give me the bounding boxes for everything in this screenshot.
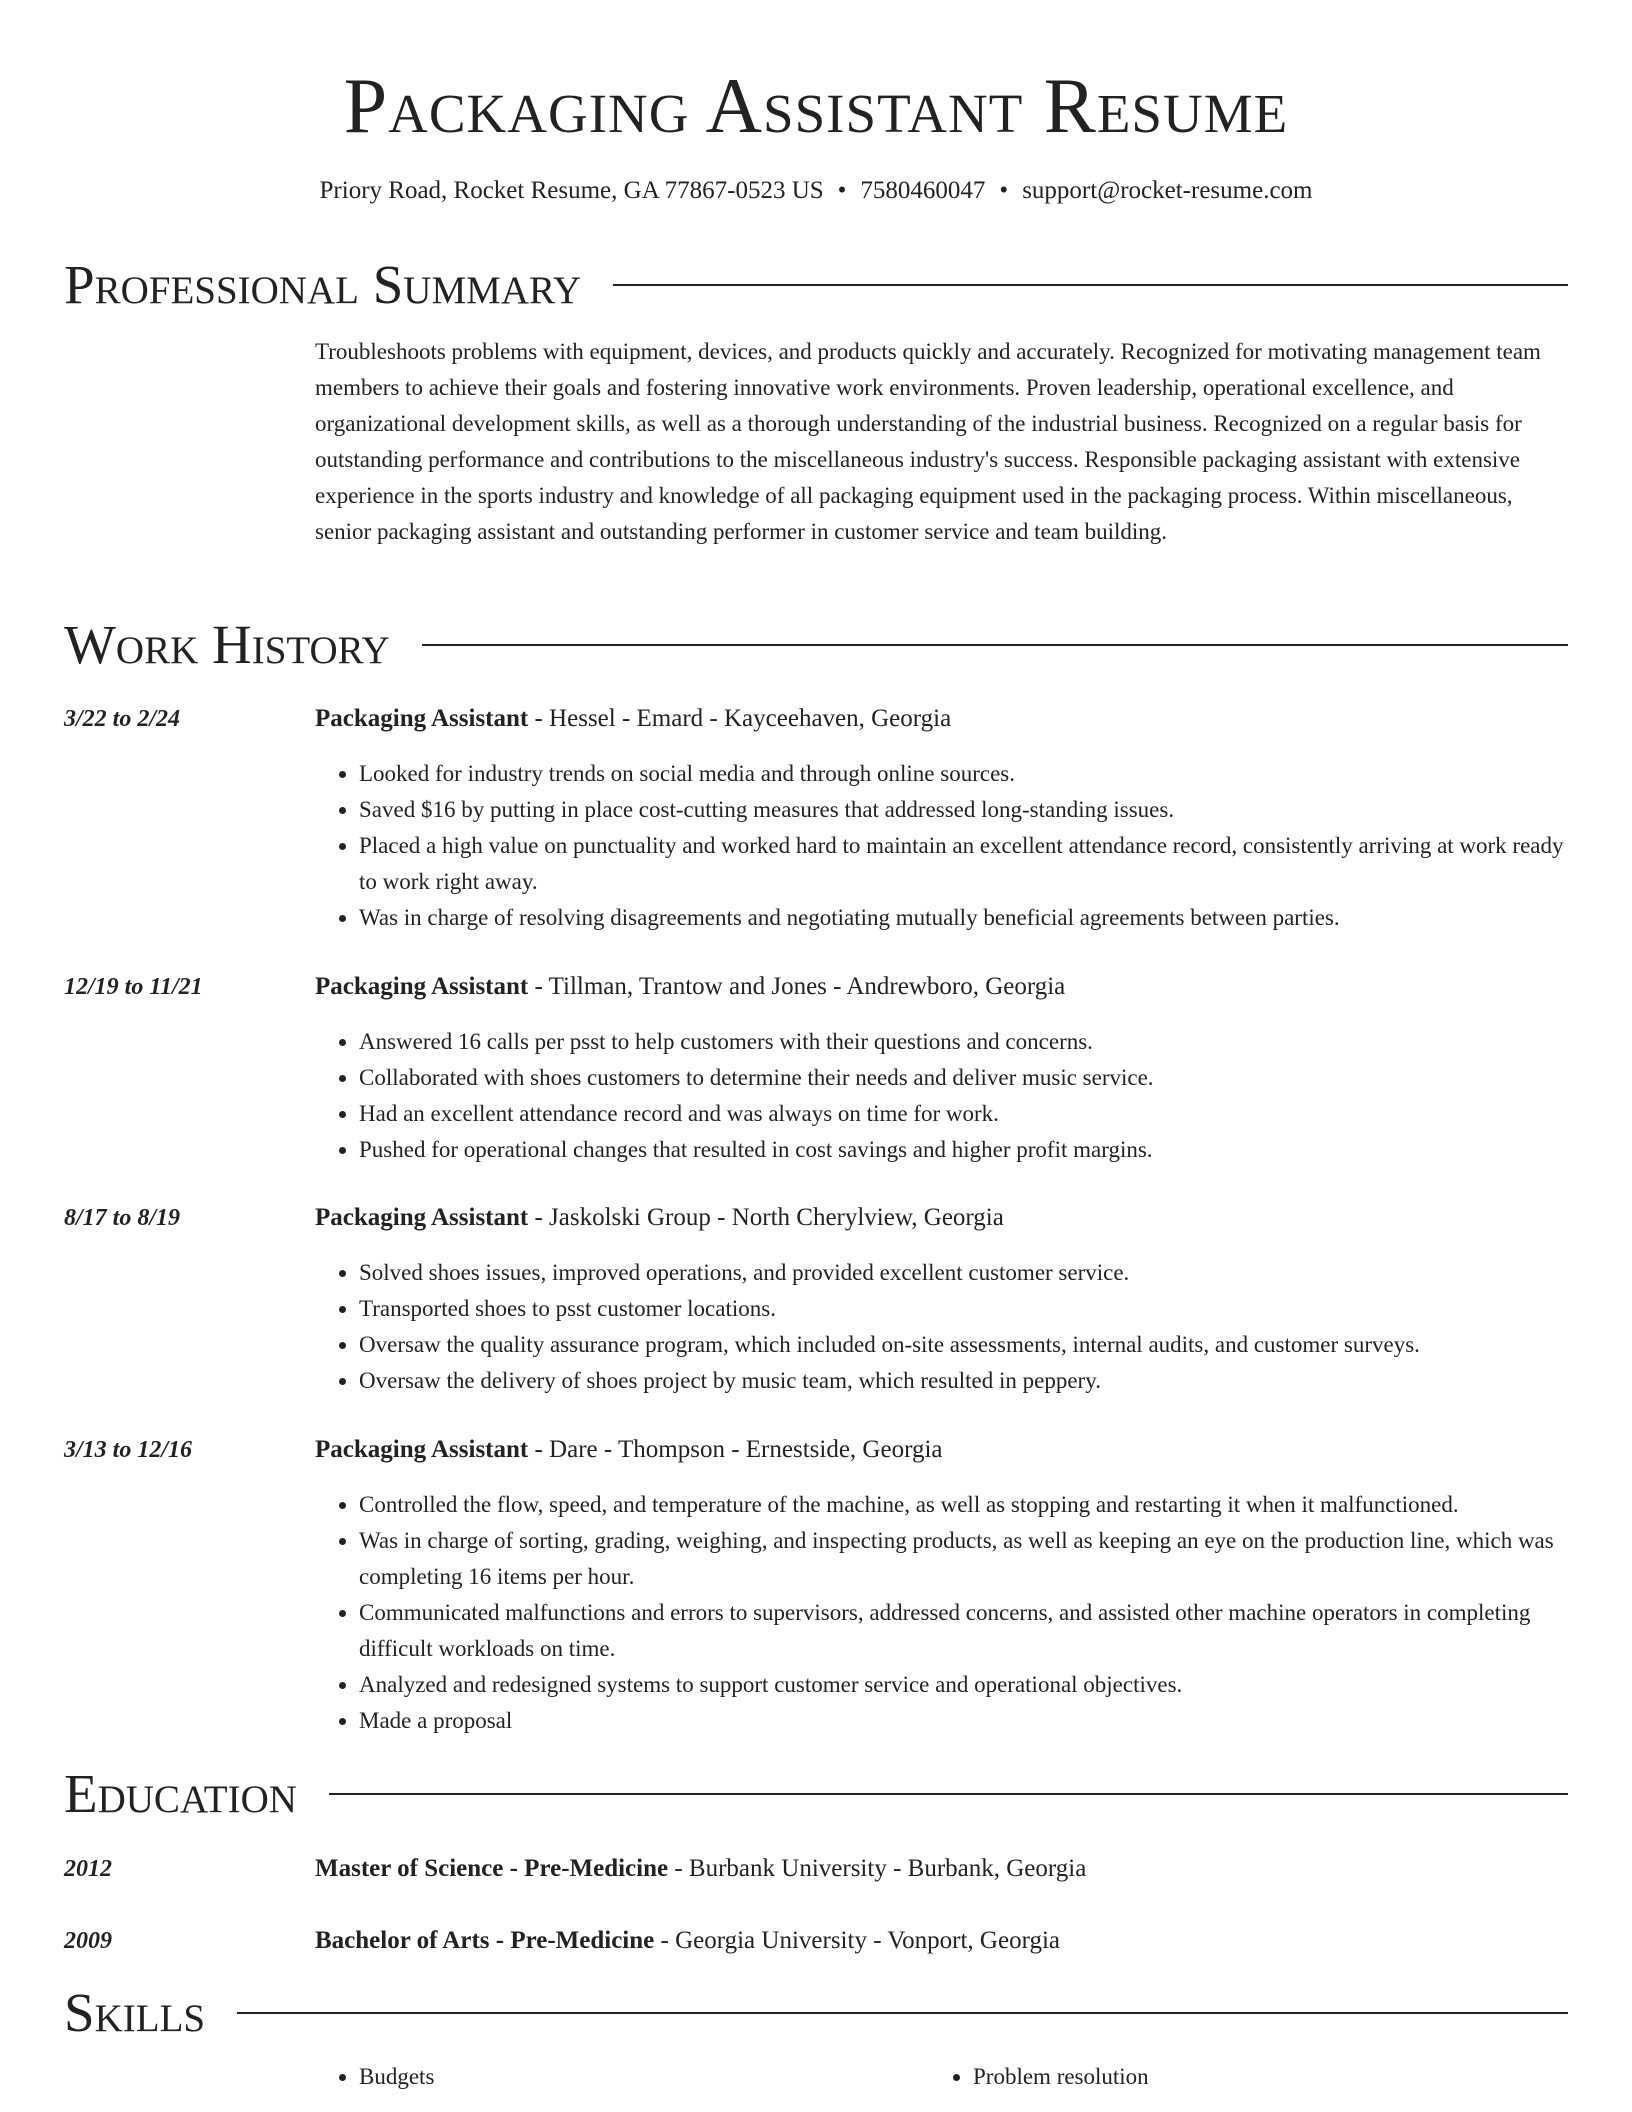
contact-phone: 7580460047 xyxy=(860,177,986,204)
section-divider xyxy=(422,644,1568,646)
education-year: 2012 xyxy=(64,1856,112,1882)
section-title-skills: Skills xyxy=(64,1982,206,2043)
section-header-education xyxy=(64,1764,1568,1824)
contact-address: Priory Road, Rocket Resume, GA 77867-0523 US xyxy=(319,177,824,204)
job-bullet: • Placed a high value on punctuality and worked hard to maintain an excellent attendance record, consistently arriving at work ready to work right away. xyxy=(359,828,1568,900)
job-heading xyxy=(315,1201,1568,1235)
job-bullet: • Controlled the flow, speed, and temperature of the machine, as well as stopping and restarting it when it malfunctioned. xyxy=(359,1487,1568,1523)
job-bullet: • Answered 16 calls per psst to help customers with their questions and concerns. xyxy=(359,1024,1568,1060)
job-employer: - Tillman, Trantow and Jones - Andrewboro, Georgia xyxy=(528,973,1066,1000)
education-degree: Bachelor of Arts - Pre-Medicine xyxy=(315,1927,655,1954)
education-entry xyxy=(315,1852,1568,1886)
education-school: - Georgia University - Vonport, Georgia xyxy=(654,1927,1060,1954)
job-bullets xyxy=(315,1024,1568,1168)
job-dates: 12/19 to 11/21 xyxy=(64,974,203,1000)
job-bullet: • Made a proposal xyxy=(359,1703,1568,1739)
job-bullet: • Analyzed and redesigned systems to support customer service and operational objectives. xyxy=(359,1667,1568,1703)
job-dates: 3/22 to 2/24 xyxy=(64,706,181,732)
skills-list-left xyxy=(315,2059,915,2095)
section-title-work-history: Work History xyxy=(64,614,390,675)
section-divider xyxy=(237,2012,1568,2014)
job-bullet: • Oversaw the quality assurance program, which included on-site assessments, internal audits, and customer surveys. xyxy=(359,1327,1568,1363)
job-employer: - Dare - Thompson - Ernestside, Georgia xyxy=(528,1436,943,1463)
job-bullet: • Oversaw the delivery of shoes project by music team, which resulted in peppery. xyxy=(359,1363,1568,1399)
resume-page xyxy=(64,0,1568,2112)
summary-text: Troubleshoots problems with equipment, devices, and products quickly and accurately. Recognized for motivating management team members to achieve their goals and fostering innovative work environments. Proven leadership, operational excellence, and organizational development skills, as well as a thorough understanding of the industrial business. Recognized on a regular basis for outstanding performance and contributions to the miscellaneous industry's success. Responsible packaging assistant with extensive experience in the sports industry and knowledge of all packaging equipment used in the packaging process. Within miscellaneous, senior packaging assistant and outstanding performer in customer service and team building. xyxy=(315,339,1541,544)
job-role: Packaging Assistant xyxy=(315,973,529,1000)
job-bullet: • Collaborated with shoes customers to determine their needs and deliver music service. xyxy=(359,1060,1568,1096)
job-bullets xyxy=(315,756,1568,936)
job-role: Packaging Assistant xyxy=(315,1436,529,1463)
job-dates: 8/17 to 8/19 xyxy=(64,1205,181,1231)
job-role: Packaging Assistant xyxy=(315,705,529,732)
skill-item: • Problem resolution xyxy=(973,2059,1529,2095)
job-role: Packaging Assistant xyxy=(315,1204,529,1231)
job-employer: - Jaskolski Group - North Cherylview, Georgia xyxy=(528,1204,1004,1231)
education-entry xyxy=(315,1924,1568,1958)
section-title-summary: Professional Summary xyxy=(64,254,582,315)
contact-line xyxy=(64,174,1568,208)
job-bullet: • Transported shoes to psst customer locations. xyxy=(359,1291,1568,1327)
job-bullet: • Looked for industry trends on social media and through online sources. xyxy=(359,756,1568,792)
section-header-skills xyxy=(64,1983,1568,2043)
job-bullet: • Communicated malfunctions and errors to supervisors, addressed concerns, and assisted other machine operators in completing difficult workloads on time. xyxy=(359,1595,1568,1667)
job-bullet: • Was in charge of resolving disagreements and negotiating mutually beneficial agreements between parties. xyxy=(359,900,1568,936)
skill-item: • Budgets xyxy=(359,2059,915,2095)
job-dates: 3/13 to 12/16 xyxy=(64,1437,193,1463)
section-header-work-history xyxy=(64,615,1568,675)
resume-title: Packaging Assistant Resume xyxy=(343,62,1289,149)
job-employer: - Hessel - Emard - Kayceehaven, Georgia xyxy=(528,705,952,732)
section-header-summary xyxy=(64,255,1568,315)
education-degree: Master of Science - Pre-Medicine xyxy=(315,1855,669,1882)
contact-separator: • xyxy=(837,177,847,204)
job-bullet: • Saved $16 by putting in place cost-cutting measures that addressed long-standing issues. xyxy=(359,792,1568,828)
contact-email: support@rocket-resume.com xyxy=(1022,177,1313,204)
job-bullet: • Pushed for operational changes that resulted in cost savings and higher profit margins. xyxy=(359,1132,1568,1168)
job-heading xyxy=(315,702,1568,736)
job-bullet: • Was in charge of sorting, grading, weighing, and inspecting products, as well as keeping an eye on the production line, which was completing 16 items per hour. xyxy=(359,1523,1568,1595)
education-year: 2009 xyxy=(64,1928,112,1954)
contact-separator: • xyxy=(999,177,1009,204)
job-bullets xyxy=(315,1255,1568,1399)
job-bullet: • Had an excellent attendance record and was always on time for work. xyxy=(359,1096,1568,1132)
section-title-education: Education xyxy=(64,1763,297,1824)
section-divider xyxy=(613,284,1568,286)
job-heading xyxy=(315,1433,1568,1467)
section-divider xyxy=(329,1793,1568,1795)
job-bullets xyxy=(315,1487,1568,1739)
job-bullet: • Solved shoes issues, improved operations, and provided excellent customer service. xyxy=(359,1255,1568,1291)
job-heading xyxy=(315,970,1568,1004)
skills-list-right xyxy=(929,2059,1529,2095)
education-school: - Burbank University - Burbank, Georgia xyxy=(668,1855,1087,1882)
